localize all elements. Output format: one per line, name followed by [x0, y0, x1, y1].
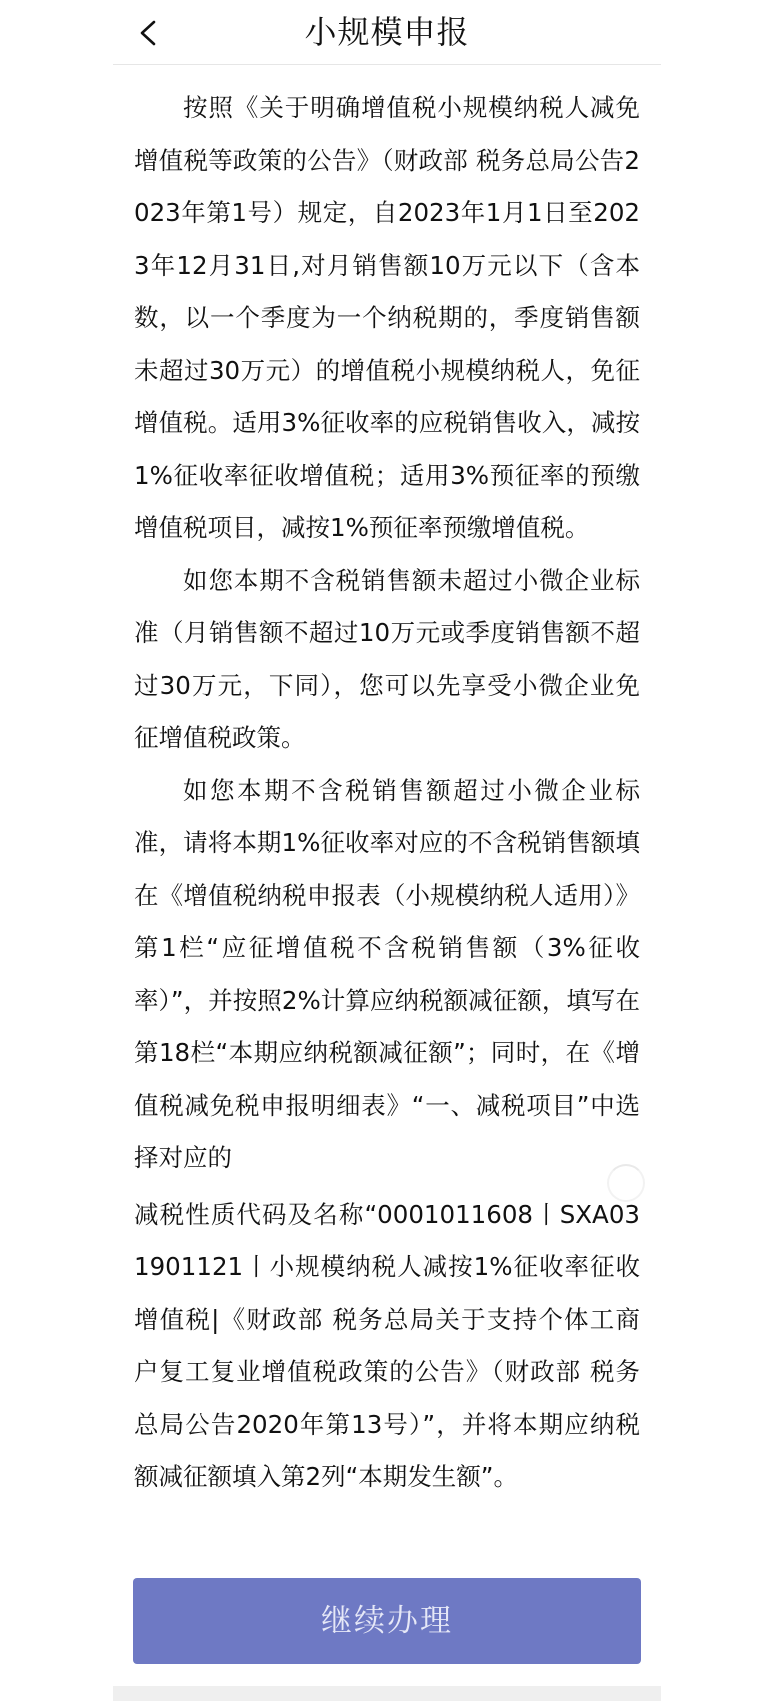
- notice-paragraph-2: 如您本期不含税销售额未超过小微企业标准（月销售额不超过10万元或季度销售额不超过30万元，下同），您可以先享受小微企业免征增值税政策。: [134, 565, 640, 752]
- page-title: 小规模申报: [304, 13, 470, 51]
- top-nav-bar: [113, 0, 661, 65]
- notice-paragraph-3: 如您本期不含税销售额超过小微企业标准，请将本期1%征收率对应的不含税销售额填在《增值税纳税申报表（小规模纳税人适用）》第1栏“应征增值税不含税销售额（3%征收率）”，并按照2%计算应纳税额减征额，填写在第18栏“本期应纳税额减征额”；同时，在《增值税减免税申报明细表》“一、减税项目”中选择对应的: [134, 775, 640, 1172]
- loading-spinner-icon: [607, 1164, 645, 1202]
- policy-notice-text: [134, 82, 640, 1504]
- continue-button[interactable]: 继续办理: [133, 1578, 641, 1664]
- notice-paragraph-4: 减税性质代码及名称“0001011608丨SXA031901121丨小规模纳税人减按1%征收率征收增值税|《财政部 税务总局关于支持个体工商户复工复业增值税政策的公告》（财政部 税务总局公告2020年第13号）”，并将本期应纳税额减征额填入第2列“本期发生额”。: [134, 1199, 640, 1491]
- notice-paragraph-1: 按照《关于明确增值税小规模纳税人减免增值税等政策的公告》（财政部 税务总局公告2023年第1号）规定，自2023年1月1日至2023年12月31日,对月销售额10万元以下（含本数，以一个季度为一个纳税期的，季度销售额未超过30万元）的增值税小规模纳税人，免征增值税。适用3%征收率的应税销售收入，减按1%征收率征收增值税；适用3%预征率的预缴增值税项目，减按1%预征率预缴增值税。: [134, 93, 640, 542]
- app-screen: [113, 0, 661, 1701]
- bottom-bar: [113, 1686, 661, 1701]
